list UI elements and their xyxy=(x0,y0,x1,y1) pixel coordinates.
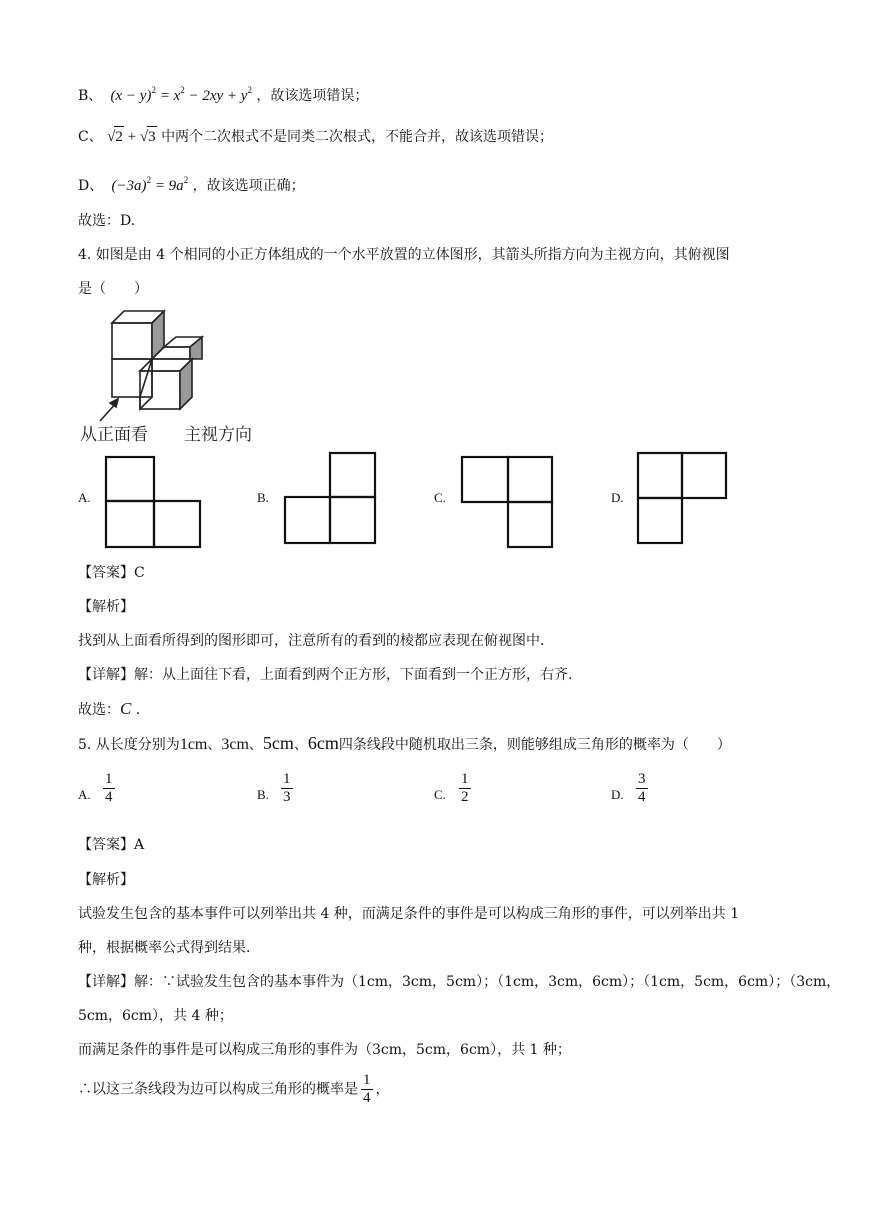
q4-option-b-label: B. xyxy=(257,490,269,505)
q4-choose-letter: C xyxy=(120,699,132,718)
q5-unit-2: 3cm xyxy=(221,736,249,753)
q4-option-a-label: A. xyxy=(78,490,91,505)
q5-sep: 、 xyxy=(207,737,222,753)
q5-option-c-den: 2 xyxy=(461,789,469,805)
q4-option-c-label: C. xyxy=(434,490,446,505)
option-d-suffix: ，故该选项正确； xyxy=(192,178,305,194)
q4-option-c-figure xyxy=(460,455,556,551)
option-b-suffix: ，故该选项错误； xyxy=(256,88,369,104)
q5-unit-3: 5cm xyxy=(262,733,294,753)
figure-label-main-direction: 主视方向 xyxy=(184,425,252,445)
q5-option-a-num: 1 xyxy=(105,771,113,787)
q4-detail: 【详解】解：从上面往下看，上面看到两个正方形，下面看到一个正方形，右齐. xyxy=(78,667,573,683)
option-b-prefix: B、 xyxy=(78,88,103,104)
q5-option-c-value xyxy=(456,771,474,806)
q5-conclusion-text: ∴以这三条线段为边可以构成三角形的概率是 xyxy=(78,1081,358,1098)
q5-option-d-label: D. xyxy=(611,787,624,802)
option-c-prefix: C、 xyxy=(78,129,103,145)
q5-stem xyxy=(78,733,731,755)
q5-detail-1: 【详解】解：∵试验发生包含的基本事件为（1cm，3cm，5cm）；（1cm，3cm，6cm）；（1cm，5cm，6cm）；（3cm， xyxy=(78,974,841,990)
q5-analysis-title: 【解析】 xyxy=(78,872,134,888)
figure-label-front: 从正面看 xyxy=(80,425,148,445)
q5-analysis-1: 试验发生包含的基本事件可以列举出共 4 种，而满足条件的事件是可以构成三角形的事件，可以列举出共 1 xyxy=(78,906,740,922)
q4-analysis: 找到从上面看所得到的图形即可，注意所有的看到的棱都应表现在俯视图中. xyxy=(78,633,545,649)
option-c-text: 中两个二次根式不是同类二次根式，不能合并，故该选项错误； xyxy=(161,129,554,145)
solution-line-c xyxy=(78,126,553,147)
q5-sep: 、 xyxy=(293,737,308,753)
q5-option-b-den: 3 xyxy=(283,789,291,805)
q4-stem-line2: 是（ ） xyxy=(78,281,148,297)
q5-option-d-den: 4 xyxy=(638,789,646,805)
q5-conclusion-tail: ， xyxy=(375,1081,390,1098)
q5-lead: 5. 从长度分别为 xyxy=(78,737,180,753)
q4-analysis-title: 【解析】 xyxy=(78,599,134,615)
q5-unit-4: 6cm xyxy=(307,733,339,753)
q4-choose-text: 故选： xyxy=(78,702,120,718)
q5-option-c-num: 1 xyxy=(461,771,469,787)
q5-answer: 【答案】A xyxy=(78,837,145,853)
q5-option-a-label: A. xyxy=(78,787,91,802)
q4-option-b-figure xyxy=(283,451,379,547)
q4-option-d-label: D. xyxy=(611,490,624,505)
choose-line-1: 故选：D. xyxy=(78,213,136,229)
q5-sep: 、 xyxy=(248,737,263,753)
q5-unit-1: 1cm xyxy=(179,736,208,753)
q5-conclusion xyxy=(78,1072,390,1107)
solution-line-b xyxy=(78,80,368,106)
q5-conclusion-den: 4 xyxy=(363,1090,371,1106)
solution-line-d xyxy=(78,170,305,196)
q5-analysis-2: 种，根据概率公式得到结果. xyxy=(78,940,251,956)
q5-option-a-den: 4 xyxy=(105,789,113,805)
formula-b: $(x - y)^2 = x^2 - 2xy + y^2$ xyxy=(106,85,252,104)
q5-option-b-value xyxy=(278,771,296,806)
q4-option-a-figure xyxy=(104,455,204,551)
q5-detail-3: 而满足条件的事件是可以构成三角形的事件为（3cm，5cm，6cm），共 1 种； xyxy=(78,1042,571,1058)
q5-option-b-label: B. xyxy=(257,787,269,802)
option-d-prefix: D、 xyxy=(78,178,104,194)
q5-option-c-label: C. xyxy=(434,787,446,802)
q4-choose: 故选：C . xyxy=(78,699,141,718)
q4-stem-line1: 4. 如图是由 4 个相同的小正方体组成的一个水平放置的立体图形，其箭头所指方向为主视方向，其俯视图 xyxy=(78,247,730,263)
formula-c: √2 + √3 xyxy=(107,129,156,145)
q5-tail: 四条线段中随机取出三条，则能够组成三角形的概率为（ ） xyxy=(338,737,731,753)
q5-option-d-value xyxy=(633,771,651,806)
q5-option-a-value xyxy=(100,771,118,806)
q4-answer: 【答案】C xyxy=(78,565,145,581)
q5-detail-2: 5cm，6cm），共 4 种； xyxy=(78,1008,233,1024)
q4-option-d-figure xyxy=(636,451,732,547)
q5-option-b-num: 1 xyxy=(283,771,291,787)
formula-d: $(-3a)^2 = 9a^2$ xyxy=(107,175,189,194)
q5-conclusion-num: 1 xyxy=(363,1072,371,1088)
q5-option-d-num: 3 xyxy=(638,771,646,787)
